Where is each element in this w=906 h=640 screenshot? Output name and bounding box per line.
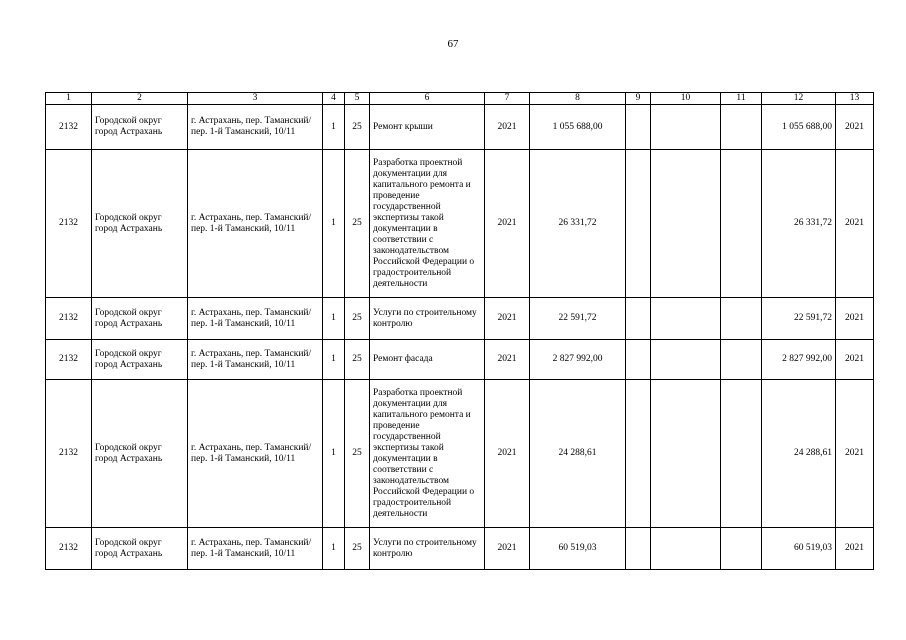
cell-municipality: Городской округ город Астрахань [92,298,188,340]
header-cell: 8 [530,93,626,105]
cell-col5: 25 [345,105,370,150]
cell-col4: 1 [323,528,345,570]
table-row [46,528,874,570]
header-cell: 5 [345,93,370,105]
cell-col4: 1 [323,380,345,528]
cell-total: 1 055 688,00 [762,105,836,150]
cell-address: г. Астрахань, пер. Таманский/пер. 1-й Таманский, 10/11 [188,340,323,380]
cell-work-type: Ремонт фасада [370,340,485,380]
cell-cost: 24 288,61 [530,380,626,528]
cell-col10 [651,340,721,380]
cell-id: 2132 [46,528,92,570]
cell-col11 [721,105,762,150]
page-number: 67 [447,38,459,50]
table-row [46,340,874,380]
cell-year: 2021 [485,105,530,150]
cell-col5: 25 [345,150,370,298]
cell-id: 2132 [46,380,92,528]
cell-col11 [721,150,762,298]
cell-municipality: Городской округ город Астрахань [92,150,188,298]
cell-cost: 1 055 688,00 [530,105,626,150]
cell-col4: 1 [323,298,345,340]
cell-total: 26 331,72 [762,150,836,298]
cell-col5: 25 [345,340,370,380]
cell-col5: 25 [345,298,370,340]
cell-col9 [626,298,651,340]
cell-municipality: Городской округ город Астрахань [92,528,188,570]
cell-col10 [651,528,721,570]
cell-work-type: Услуги по строительному контролю [370,528,485,570]
cell-address: г. Астрахань, пер. Таманский/пер. 1-й Таманский, 10/11 [188,380,323,528]
header-cell: 11 [721,93,762,105]
cell-address: г. Астрахань, пер. Таманский/пер. 1-й Таманский, 10/11 [188,298,323,340]
cell-year: 2021 [485,340,530,380]
cell-id: 2132 [46,298,92,340]
header-cell: 6 [370,93,485,105]
cell-end-year: 2021 [836,150,874,298]
cell-address: г. Астрахань, пер. Таманский/пер. 1-й Таманский, 10/11 [188,105,323,150]
cell-col4: 1 [323,150,345,298]
cell-col10 [651,380,721,528]
header-cell: 4 [323,93,345,105]
cell-col4: 1 [323,105,345,150]
cell-col10 [651,105,721,150]
cell-col9 [626,528,651,570]
cell-col9 [626,340,651,380]
cell-cost: 2 827 992,00 [530,340,626,380]
cell-col9 [626,380,651,528]
cell-year: 2021 [485,298,530,340]
cell-year: 2021 [485,528,530,570]
cell-id: 2132 [46,340,92,380]
cell-col11 [721,528,762,570]
cell-col5: 25 [345,380,370,528]
cell-col4: 1 [323,340,345,380]
header-cell: 12 [762,93,836,105]
cell-id: 2132 [46,105,92,150]
cell-total: 24 288,61 [762,380,836,528]
cell-col11 [721,340,762,380]
cell-end-year: 2021 [836,528,874,570]
cell-col10 [651,150,721,298]
works-table [45,92,874,570]
cell-total: 22 591,72 [762,298,836,340]
cell-address: г. Астрахань, пер. Таманский/пер. 1-й Таманский, 10/11 [188,150,323,298]
cell-id: 2132 [46,150,92,298]
cell-col11 [721,380,762,528]
cell-col9 [626,150,651,298]
cell-address: г. Астрахань, пер. Таманский/пер. 1-й Таманский, 10/11 [188,528,323,570]
table-row [46,150,874,298]
cell-work-type: Ремонт крыши [370,105,485,150]
cell-col5: 25 [345,528,370,570]
cell-year: 2021 [485,380,530,528]
table-row [46,298,874,340]
cell-total: 2 827 992,00 [762,340,836,380]
cell-total: 60 519,03 [762,528,836,570]
cell-end-year: 2021 [836,340,874,380]
header-cell: 7 [485,93,530,105]
cell-col10 [651,298,721,340]
table-row [46,380,874,528]
cell-cost: 60 519,03 [530,528,626,570]
cell-work-type: Разработка проектной документации для капитального ремонта и проведение государственной экспертизы такой документации в соответствии с законодательством Российской Федерации о градостроительной деятельности [370,380,485,528]
cell-municipality: Городской округ город Астрахань [92,380,188,528]
cell-cost: 26 331,72 [530,150,626,298]
cell-cost: 22 591,72 [530,298,626,340]
header-cell: 10 [651,93,721,105]
table-row [46,105,874,150]
header-cell: 3 [188,93,323,105]
cell-col11 [721,298,762,340]
header-cell: 13 [836,93,874,105]
cell-municipality: Городской округ город Астрахань [92,340,188,380]
header-cell: 1 [46,93,92,105]
header-cell: 9 [626,93,651,105]
cell-end-year: 2021 [836,105,874,150]
cell-work-type: Услуги по строительному контролю [370,298,485,340]
header-cell: 2 [92,93,188,105]
cell-municipality: Городской округ город Астрахань [92,105,188,150]
cell-end-year: 2021 [836,298,874,340]
header-row [46,93,874,105]
cell-col9 [626,105,651,150]
cell-work-type: Разработка проектной документации для капитального ремонта и проведение государственной экспертизы такой документации в соответствии с законодательством Российской Федерации о градостроительной деятельности [370,150,485,298]
cell-end-year: 2021 [836,380,874,528]
cell-year: 2021 [485,150,530,298]
